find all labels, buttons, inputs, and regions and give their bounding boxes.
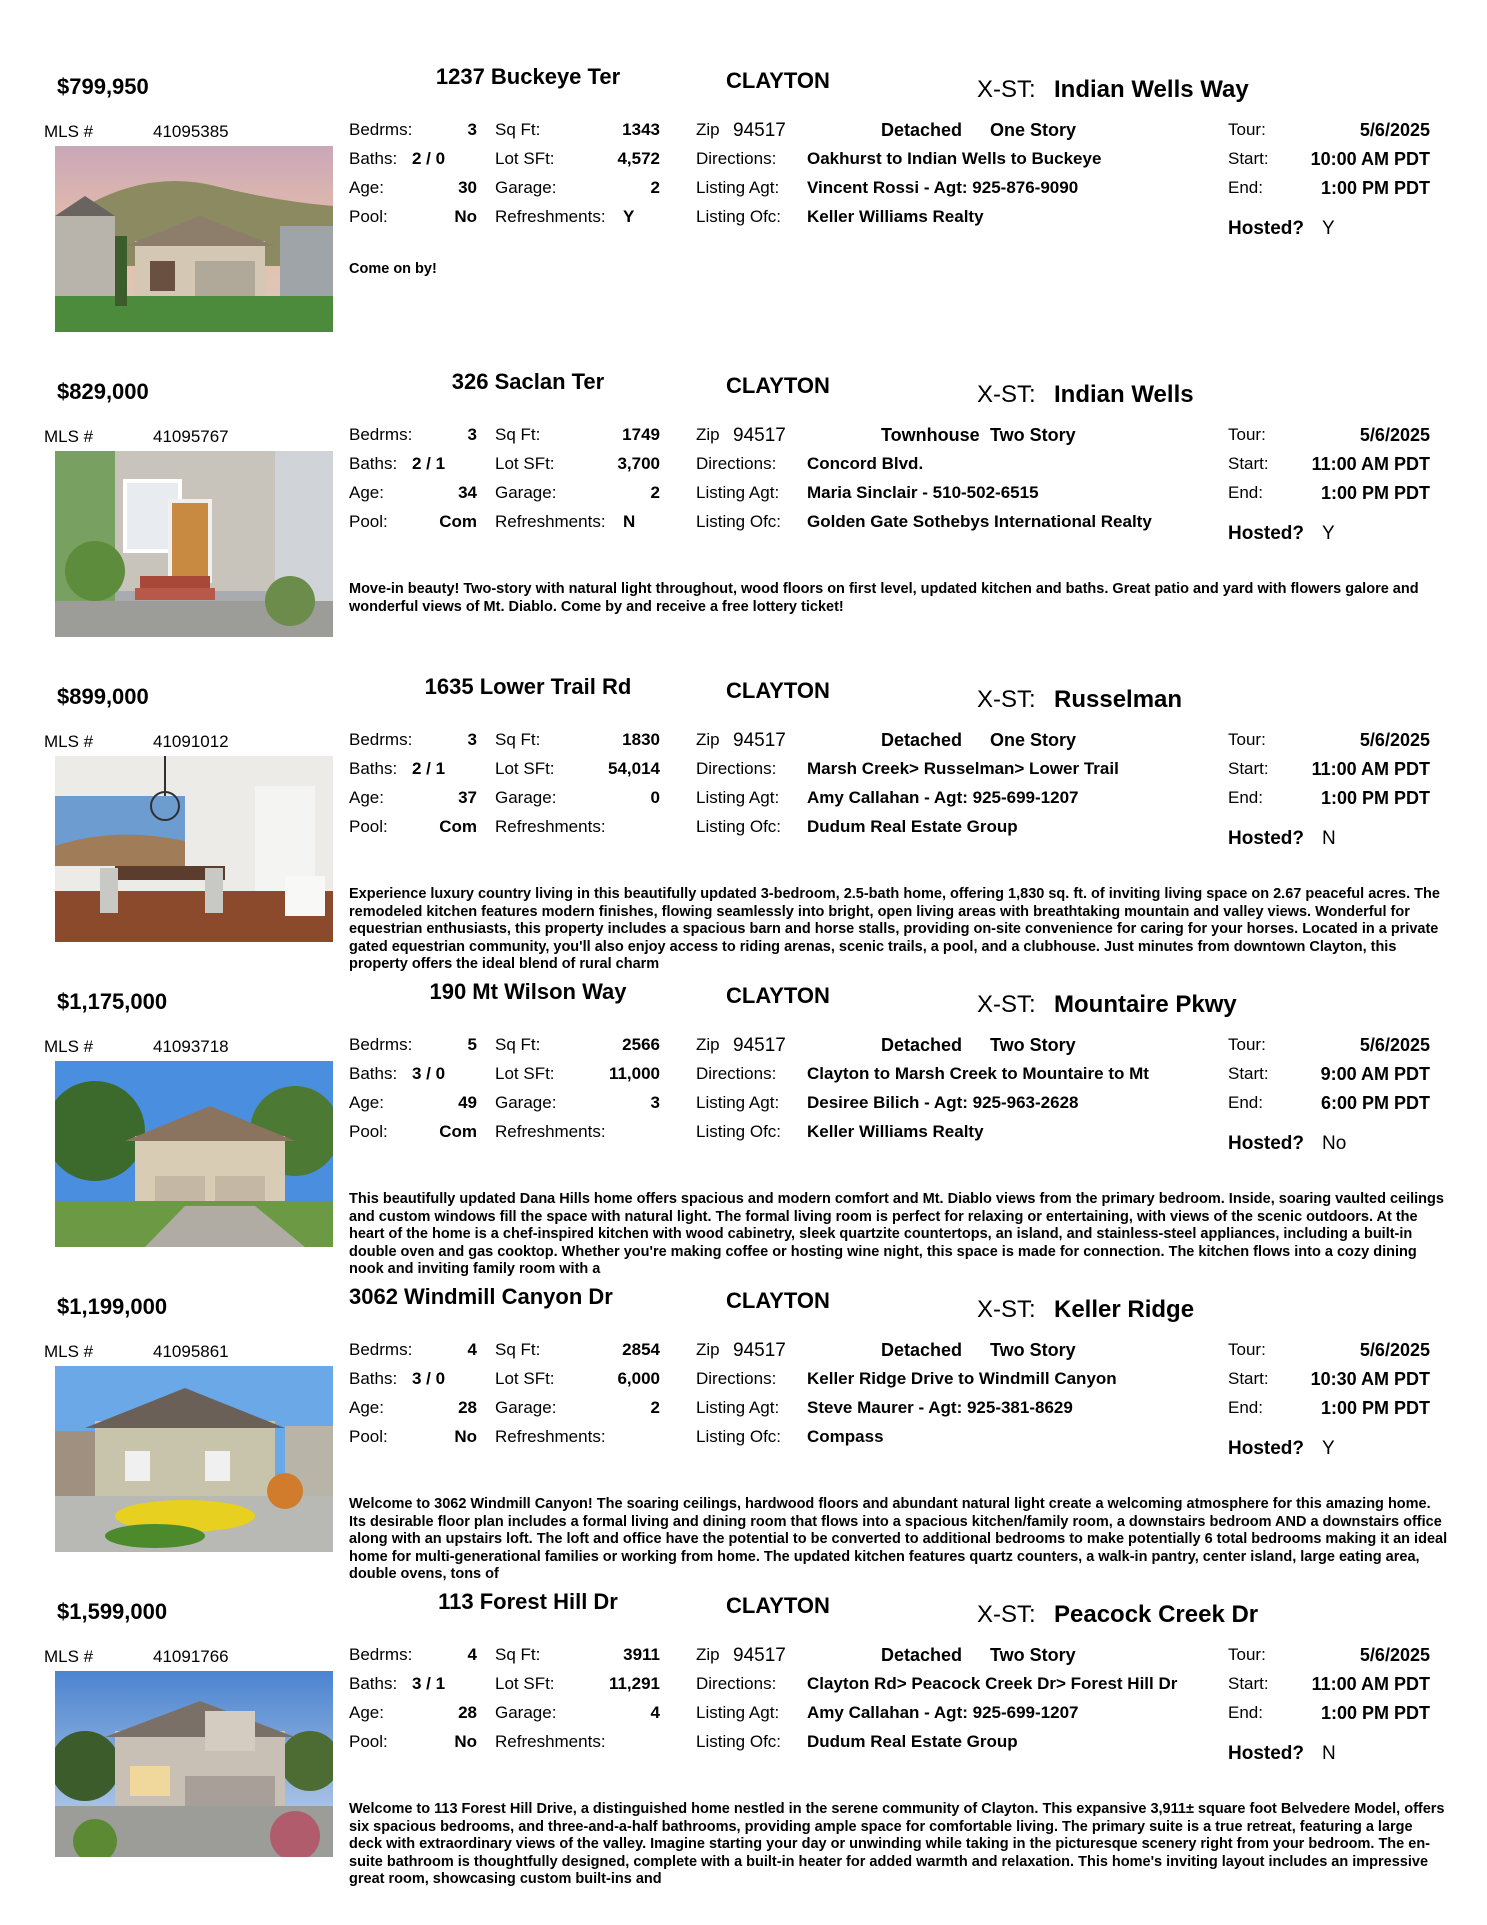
directions-label: Directions:: [696, 1369, 777, 1388]
garage-label: Garage:: [495, 483, 557, 502]
hosted-value: Y: [1322, 523, 1335, 544]
property-stories: Two Story: [990, 1340, 1076, 1360]
property-stories: Two Story: [990, 425, 1076, 445]
refreshments-label: Refreshments:: [495, 1732, 606, 1751]
start-time: 10:00 AM PDT: [1310, 149, 1430, 169]
bedrooms-value: 4: [467, 1340, 477, 1359]
listing-agent-value: Amy Callahan - Agt: 925-699-1207: [807, 1703, 1079, 1722]
pool-value: Com: [439, 1122, 477, 1141]
directions-label: Directions:: [696, 1064, 777, 1083]
listing-card: [0, 46, 1487, 351]
house-photo: [55, 1061, 333, 1247]
mls-number: 41095861: [153, 1342, 229, 1361]
end-time: 1:00 PM PDT: [1320, 483, 1430, 503]
listing-address: 1237 Buckeye Ter: [435, 64, 621, 89]
cross-street-value: Indian Wells Way: [1054, 76, 1249, 103]
refreshments-label: Refreshments:: [495, 1122, 606, 1141]
baths-value: 2 / 1: [412, 759, 446, 778]
end-label: End:: [1228, 1093, 1263, 1112]
bedrooms-label: Bedrms:: [349, 730, 413, 749]
garage-value: 2: [650, 1398, 660, 1417]
listing-price: $829,000: [57, 379, 149, 404]
listing-description: Welcome to 3062 Windmill Canyon! The soaring ceilings, hardwood floors and abundant natural light create a welcoming atmosphere for this amazing home. Its desirable floor plan includes a formal living and dining room that flows into a spacious kitchen/family room, a downstairs bedroom AND a downstairs office along with an upstairs loft. The loft and office have the potential to be converted to additional bedrooms to make potentially 6 total bedrooms making it an ideal home for multi-generational families or working from home. The updated kitchen features quartz counters, a walk-in pantry, center island, large eating area, double ovens, tons of: [349, 1496, 1448, 1582]
cross-street-label: X-ST:: [977, 686, 1036, 713]
tour-label: Tour:: [1228, 425, 1266, 444]
zip-label: Zip: [696, 120, 720, 139]
listing-office-label: Listing Ofc:: [696, 817, 782, 836]
mls-label: MLS #: [44, 427, 94, 446]
property-stories: One Story: [990, 120, 1077, 140]
sqft-value: 1830: [622, 730, 660, 749]
lot-size-label: Lot SFt:: [495, 149, 555, 168]
pool-label: Pool:: [349, 1427, 388, 1446]
listing-price: $1,175,000: [57, 989, 168, 1014]
lot-size-value: 11,000: [608, 1064, 660, 1083]
bedrooms-value: 5: [467, 1035, 477, 1054]
age-value: 34: [458, 483, 477, 502]
garage-value: 2: [650, 178, 660, 197]
mls-label: MLS #: [44, 1342, 94, 1361]
listing-agent-label: Listing Agt:: [696, 483, 780, 502]
refreshments-label: Refreshments:: [495, 207, 606, 226]
age-label: Age:: [349, 1093, 384, 1112]
end-label: End:: [1228, 1398, 1263, 1417]
bedrooms-value: 4: [467, 1645, 477, 1664]
sqft-label: Sq Ft:: [495, 1340, 541, 1359]
age-value: 30: [458, 178, 477, 197]
zip-value: 94517: [733, 120, 786, 141]
age-label: Age:: [349, 788, 384, 807]
tour-date: 5/6/2025: [1359, 1645, 1430, 1665]
sqft-value: 1343: [622, 120, 660, 139]
property-type: Detached: [881, 1035, 963, 1055]
zip-value: 94517: [733, 1035, 786, 1056]
listing-price: $1,599,000: [57, 1599, 168, 1624]
bedrooms-label: Bedrms:: [349, 1645, 413, 1664]
listing-agent-value: Desiree Bilich - Agt: 925-963-2628: [807, 1093, 1079, 1112]
tour-date: 5/6/2025: [1359, 1035, 1430, 1055]
lot-size-label: Lot SFt:: [495, 1674, 555, 1693]
start-label: Start:: [1228, 759, 1269, 778]
listing-description: Welcome to 113 Forest Hill Drive, a distinguished home nestled in the serene community of Clayton. This expansive 3,911± square foot Belvedere Model, offers six spacious bedrooms, and three-and-a-half bathrooms, providing ample space for comfortable living. The primary suite is a true retreat, featuring a large deck with extraordinary views of the valley. Imagine starting your day or unwinding while taking in the picturesque scenery right from your bedroom. The en-suite bathroom is thoughtfully designed, complete with a built-in heater for added warmth and relaxation. This home's inviting layout includes an impressive great room, showcasing custom built-ins and: [349, 1801, 1445, 1887]
zip-label: Zip: [696, 425, 720, 444]
sqft-label: Sq Ft:: [495, 120, 541, 139]
property-stories: One Story: [990, 730, 1077, 750]
pool-label: Pool:: [349, 1732, 388, 1751]
lot-size-value: 6,000: [617, 1369, 660, 1388]
mls-number: 41093718: [153, 1037, 229, 1056]
sqft-label: Sq Ft:: [495, 730, 541, 749]
sqft-label: Sq Ft:: [495, 1645, 541, 1664]
cross-street-label: X-ST:: [977, 76, 1036, 103]
house-photo: [55, 146, 333, 332]
tour-date: 5/6/2025: [1359, 730, 1430, 750]
start-time: 10:30 AM PDT: [1310, 1369, 1430, 1389]
age-value: 28: [458, 1398, 477, 1417]
directions-label: Directions:: [696, 1674, 777, 1693]
property-type: Townhouse: [881, 425, 980, 445]
listing-address: 1635 Lower Trail Rd: [424, 674, 632, 699]
listing-card: [0, 656, 1487, 972]
baths-label: Baths:: [349, 1064, 398, 1083]
bedrooms-value: 3: [467, 425, 477, 444]
age-value: 37: [458, 788, 477, 807]
end-label: End:: [1228, 788, 1263, 807]
mls-number: 41095767: [153, 427, 229, 446]
baths-label: Baths:: [349, 1369, 398, 1388]
lot-size-label: Lot SFt:: [495, 1064, 555, 1083]
refreshments-label: Refreshments:: [495, 512, 606, 531]
listing-description: Come on by!: [349, 261, 437, 277]
pool-label: Pool:: [349, 207, 388, 226]
age-label: Age:: [349, 1703, 384, 1722]
listing-address: 3062 Windmill Canyon Dr: [349, 1284, 613, 1309]
listing-price: $799,950: [57, 74, 149, 99]
end-label: End:: [1228, 483, 1263, 502]
zip-label: Zip: [696, 730, 720, 749]
listing-card: [0, 961, 1487, 1277]
listing-city: CLAYTON: [726, 373, 830, 398]
directions-value: Marsh Creek> Russelman> Lower Trail: [807, 759, 1119, 778]
directions-value: Clayton Rd> Peacock Creek Dr> Forest Hill Dr: [807, 1674, 1178, 1693]
tour-date: 5/6/2025: [1359, 425, 1430, 445]
listing-description: This beautifully updated Dana Hills home offers spacious and modern comfort and Mt. Diablo views from the primary bedroom. Inside, soaring vaulted ceilings and custom windows fill the space with natural light. The formal living room is perfect for relaxing or entertaining, with views of the scenic outdoors. At the heart of the home is a chef-inspired kitchen with wood cabinetry, sleek quartzite countertops, an island, and stainless-steel appliances, including a built-in double oven and gas cooktop. Whether you're making coffee or hosting wine night, this space is made for connection. The kitchen flows into a cozy dining nook and inviting family room with a: [349, 1191, 1444, 1277]
pool-value: Com: [439, 817, 477, 836]
cross-street-label: X-ST:: [977, 381, 1036, 408]
listing-office-label: Listing Ofc:: [696, 1732, 782, 1751]
start-label: Start:: [1228, 149, 1269, 168]
hosted-label: Hosted?: [1228, 1133, 1304, 1154]
listing-city: CLAYTON: [726, 678, 830, 703]
listing-agent-value: Maria Sinclair - 510-502-6515: [807, 483, 1039, 502]
age-label: Age:: [349, 178, 384, 197]
lot-size-label: Lot SFt:: [495, 1369, 555, 1388]
hosted-label: Hosted?: [1228, 828, 1304, 849]
listing-office-value: Dudum Real Estate Group: [807, 817, 1018, 836]
directions-label: Directions:: [696, 454, 777, 473]
bedrooms-value: 3: [467, 120, 477, 139]
age-value: 49: [458, 1093, 477, 1112]
pool-label: Pool:: [349, 1122, 388, 1141]
sqft-label: Sq Ft:: [495, 1035, 541, 1054]
listing-office-value: Keller Williams Realty: [807, 207, 984, 226]
cross-street-value: Indian Wells: [1054, 381, 1194, 408]
mls-label: MLS #: [44, 732, 94, 751]
garage-label: Garage:: [495, 178, 557, 197]
bedrooms-label: Bedrms:: [349, 425, 413, 444]
property-stories: Two Story: [990, 1645, 1076, 1665]
tour-label: Tour:: [1228, 1645, 1266, 1664]
cross-street-value: Peacock Creek Dr: [1054, 1601, 1259, 1628]
listing-office-label: Listing Ofc:: [696, 1427, 782, 1446]
listing-city: CLAYTON: [726, 68, 830, 93]
tour-date: 5/6/2025: [1359, 120, 1430, 140]
start-label: Start:: [1228, 1369, 1269, 1388]
listing-card: [0, 1571, 1487, 1887]
hosted-label: Hosted?: [1228, 1438, 1304, 1459]
hosted-label: Hosted?: [1228, 1743, 1304, 1764]
lot-size-label: Lot SFt:: [495, 759, 555, 778]
directions-value: Concord Blvd.: [807, 454, 924, 473]
start-time: 11:00 AM PDT: [1311, 759, 1430, 779]
hosted-value: No: [1322, 1133, 1347, 1154]
house-photo: [55, 1366, 333, 1552]
refreshments-value: N: [623, 512, 636, 531]
listing-agent-label: Listing Agt:: [696, 1703, 780, 1722]
baths-label: Baths:: [349, 149, 398, 168]
start-label: Start:: [1228, 454, 1269, 473]
lot-size-value: 4,572: [617, 149, 660, 168]
age-value: 28: [458, 1703, 477, 1722]
lot-size-value: 54,014: [608, 759, 660, 778]
pool-label: Pool:: [349, 512, 388, 531]
tour-date: 5/6/2025: [1359, 1340, 1430, 1360]
listing-city: CLAYTON: [726, 1593, 830, 1618]
start-label: Start:: [1228, 1674, 1269, 1693]
listing-agent-label: Listing Agt:: [696, 178, 780, 197]
listing-agent-value: Amy Callahan - Agt: 925-699-1207: [807, 788, 1079, 807]
tour-label: Tour:: [1228, 1035, 1266, 1054]
cross-street-value: Mountaire Pkwy: [1054, 991, 1237, 1018]
listing-price: $1,199,000: [57, 1294, 168, 1319]
house-photo: [55, 756, 333, 942]
hosted-value: Y: [1322, 1438, 1335, 1459]
age-label: Age:: [349, 483, 384, 502]
baths-value: 2 / 0: [412, 149, 446, 168]
listing-agent-value: Steve Maurer - Agt: 925-381-8629: [807, 1398, 1073, 1417]
listing-office-value: Compass: [807, 1427, 884, 1446]
end-time: 6:00 PM PDT: [1320, 1093, 1430, 1113]
garage-value: 4: [650, 1703, 660, 1722]
listing-agent-label: Listing Agt:: [696, 1398, 780, 1417]
baths-label: Baths:: [349, 1674, 398, 1693]
cross-street-value: Russelman: [1054, 686, 1183, 713]
listing-card: [0, 1266, 1487, 1582]
refreshments-value: Y: [623, 207, 635, 226]
bedrooms-label: Bedrms:: [349, 1035, 413, 1054]
zip-value: 94517: [733, 425, 786, 446]
garage-label: Garage:: [495, 788, 557, 807]
baths-value: 3 / 1: [412, 1674, 446, 1693]
listing-office-label: Listing Ofc:: [696, 207, 782, 226]
tour-label: Tour:: [1228, 120, 1266, 139]
sqft-label: Sq Ft:: [495, 425, 541, 444]
mls-number: 41091012: [153, 732, 229, 751]
listing-card: [0, 351, 1487, 656]
baths-value: 3 / 0: [412, 1369, 446, 1388]
cross-street-label: X-ST:: [977, 991, 1036, 1018]
tour-label: Tour:: [1228, 1340, 1266, 1359]
listing-city: CLAYTON: [726, 983, 830, 1008]
pool-value: No: [454, 1427, 477, 1446]
garage-value: 3: [650, 1093, 660, 1112]
start-time: 9:00 AM PDT: [1320, 1064, 1430, 1084]
end-time: 1:00 PM PDT: [1320, 788, 1430, 808]
bedrooms-label: Bedrms:: [349, 1340, 413, 1359]
cross-street-label: X-ST:: [977, 1601, 1036, 1628]
property-type: Detached: [881, 120, 963, 140]
mls-number: 41091766: [153, 1647, 229, 1666]
bedrooms-label: Bedrms:: [349, 120, 413, 139]
listing-office-label: Listing Ofc:: [696, 1122, 782, 1141]
pool-value: No: [454, 207, 477, 226]
listing-office-value: Golden Gate Sothebys International Realty: [807, 512, 1152, 531]
listing-description: Experience luxury country living in this beautifully updated 3-bedroom, 2.5-bath home, offering 1,830 sq. ft. of inviting living space on 2.67 peaceful acres. The remodeled kitchen features modern finishes, flowing seamlessly into bright, open living areas with breathtaking mountain and valley views. Wonderful for equestrian enthusiasts, this property includes a spacious barn and horse stalls, providing on-site convenience for caring for your horses. Located in a private gated equestrian community, you'll also enjoy access to riding arenas, scenic trails, a pool, and a clubhouse. Just minutes from downtown Clayton, this property offers the ideal blend of rural charm: [349, 886, 1440, 972]
lot-size-label: Lot SFt:: [495, 454, 555, 473]
zip-label: Zip: [696, 1035, 720, 1054]
garage-value: 0: [650, 788, 660, 807]
baths-label: Baths:: [349, 454, 398, 473]
zip-label: Zip: [696, 1645, 720, 1664]
property-type: Detached: [881, 1645, 963, 1665]
sqft-value: 3911: [623, 1645, 660, 1664]
start-time: 11:00 AM PDT: [1311, 454, 1430, 474]
listing-address: 113 Forest Hill Dr: [438, 1589, 618, 1614]
listing-description: Move-in beauty! Two-story with natural light throughout, wood floors on first level, updated kitchen and baths. Great patio and yard with flowers galore and wonderful views of Mt. Diablo. Come by and receive a free lottery ticket!: [349, 581, 1419, 615]
zip-label: Zip: [696, 1340, 720, 1359]
listing-agent-value: Vincent Rossi - Agt: 925-876-9090: [807, 178, 1079, 197]
end-label: End:: [1228, 178, 1263, 197]
property-type: Detached: [881, 730, 963, 750]
sqft-value: 2854: [622, 1340, 660, 1359]
sqft-value: 1749: [622, 425, 660, 444]
mls-label: MLS #: [44, 1647, 94, 1666]
directions-value: Oakhurst to Indian Wells to Buckeye: [807, 149, 1102, 168]
bedrooms-value: 3: [467, 730, 477, 749]
end-label: End:: [1228, 1703, 1263, 1722]
cross-street-label: X-ST:: [977, 1296, 1036, 1323]
hosted-value: N: [1322, 828, 1336, 849]
listing-office-label: Listing Ofc:: [696, 512, 782, 531]
baths-label: Baths:: [349, 759, 398, 778]
hosted-label: Hosted?: [1228, 523, 1304, 544]
listing-office-value: Keller Williams Realty: [807, 1122, 984, 1141]
mls-number: 41095385: [153, 122, 229, 141]
listing-office-value: Dudum Real Estate Group: [807, 1732, 1018, 1751]
tour-label: Tour:: [1228, 730, 1266, 749]
pool-label: Pool:: [349, 817, 388, 836]
property-type: Detached: [881, 1340, 963, 1360]
baths-value: 2 / 1: [412, 454, 446, 473]
listing-city: CLAYTON: [726, 1288, 830, 1313]
listing-address: 326 Saclan Ter: [451, 369, 605, 394]
refreshments-label: Refreshments:: [495, 817, 606, 836]
directions-value: Keller Ridge Drive to Windmill Canyon: [807, 1369, 1117, 1388]
pool-value: No: [454, 1732, 477, 1751]
refreshments-label: Refreshments:: [495, 1427, 606, 1446]
zip-value: 94517: [733, 730, 786, 751]
hosted-value: N: [1322, 1743, 1336, 1764]
end-time: 1:00 PM PDT: [1320, 1703, 1430, 1723]
sqft-value: 2566: [622, 1035, 660, 1054]
house-photo: [55, 451, 333, 637]
pool-value: Com: [439, 512, 477, 531]
garage-label: Garage:: [495, 1093, 557, 1112]
start-label: Start:: [1228, 1064, 1269, 1083]
listing-agent-label: Listing Agt:: [696, 788, 780, 807]
directions-label: Directions:: [696, 759, 777, 778]
garage-label: Garage:: [495, 1398, 557, 1417]
hosted-label: Hosted?: [1228, 218, 1304, 239]
mls-label: MLS #: [44, 1037, 94, 1056]
listing-address: 190 Mt Wilson Way: [429, 979, 627, 1004]
baths-value: 3 / 0: [412, 1064, 446, 1083]
hosted-value: Y: [1322, 218, 1335, 239]
listing-agent-label: Listing Agt:: [696, 1093, 780, 1112]
mls-label: MLS #: [44, 122, 94, 141]
directions-value: Clayton to Marsh Creek to Mountaire to Mt: [807, 1064, 1149, 1083]
end-time: 1:00 PM PDT: [1320, 1398, 1430, 1418]
zip-value: 94517: [733, 1645, 786, 1666]
listing-price: $899,000: [57, 684, 149, 709]
property-stories: Two Story: [990, 1035, 1076, 1055]
start-time: 11:00 AM PDT: [1311, 1674, 1430, 1694]
garage-value: 2: [650, 483, 660, 502]
zip-value: 94517: [733, 1340, 786, 1361]
garage-label: Garage:: [495, 1703, 557, 1722]
directions-label: Directions:: [696, 149, 777, 168]
house-photo: [55, 1671, 333, 1857]
cross-street-value: Keller Ridge: [1054, 1296, 1195, 1323]
age-label: Age:: [349, 1398, 384, 1417]
lot-size-value: 3,700: [617, 454, 660, 473]
lot-size-value: 11,291: [608, 1674, 660, 1693]
end-time: 1:00 PM PDT: [1320, 178, 1430, 198]
